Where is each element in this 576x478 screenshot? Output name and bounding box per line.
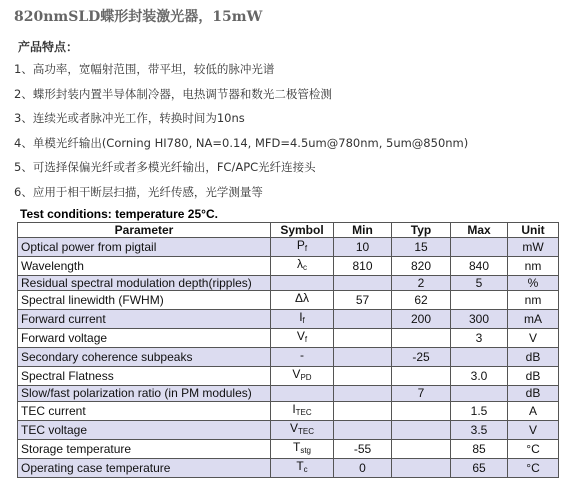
symbol-subscript: TEC — [295, 407, 312, 417]
cell-max — [451, 348, 508, 367]
cell-unit: mA — [508, 310, 559, 329]
cell-sym — [271, 386, 334, 401]
cell-min: 57 — [334, 291, 392, 310]
cell-sym — [271, 401, 334, 420]
list-item: 1、高功率，宽幅射范围，带平坦，较低的脉冲光谱 — [14, 62, 275, 76]
cell-min — [334, 276, 392, 291]
cell-typ: 15 — [392, 238, 451, 257]
cell-max: 85 — [451, 439, 508, 458]
symbol-subscript: f — [304, 244, 308, 254]
cell-sym — [271, 276, 334, 291]
symbol-text: V — [289, 420, 298, 435]
cell-min — [334, 329, 392, 348]
column-header: Unit — [508, 223, 559, 238]
symbol-text: λ — [297, 257, 303, 272]
cell-param: Wavelength — [18, 257, 271, 276]
list-item: 3、连续光或者脉冲光工作，转换时间为10ns — [14, 111, 245, 126]
cell-max: 3.0 — [451, 367, 508, 386]
cell-sym — [271, 329, 334, 348]
cell-typ — [392, 367, 451, 386]
column-header: Max — [451, 223, 508, 238]
table-row — [18, 386, 559, 401]
page-title: 820nmSLD蝶形封装激光器，15mW — [14, 9, 263, 25]
cell-typ: 62 — [392, 291, 451, 310]
cell-sym — [271, 257, 334, 276]
symbol-text: T — [292, 439, 301, 454]
column-header: Symbol — [271, 223, 334, 238]
cell-sym — [271, 348, 334, 367]
cell-sym — [271, 439, 334, 458]
symbol-text: I — [292, 401, 296, 416]
table-row — [18, 420, 559, 439]
table-row — [18, 310, 559, 329]
cell-max: 3 — [451, 329, 508, 348]
cell-param: Residual spectral modulation depth(ripples) — [18, 276, 271, 291]
cell-param: TEC current — [18, 401, 271, 420]
column-header: Parameter — [18, 223, 271, 238]
cell-param: Forward current — [18, 310, 271, 329]
symbol-subscript: PD — [300, 373, 312, 383]
feature-list — [14, 59, 468, 207]
list-item: 4、单模光纤输出(Corning HI780, NA=0.14, MFD=4.5um@780nm, 5um@850nm) — [14, 135, 469, 150]
cell-max: 65 — [451, 458, 508, 477]
cell-unit: °C — [508, 439, 559, 458]
cell-sym — [271, 367, 334, 386]
cell-max: 3.5 — [451, 420, 508, 439]
cell-param: Operating case temperature — [18, 458, 271, 477]
cell-param: Optical power from pigtail — [18, 238, 271, 257]
symbol-subscript: TEC — [298, 426, 314, 436]
column-header: Min — [334, 223, 392, 238]
table-body — [18, 238, 559, 477]
cell-sym — [271, 238, 334, 257]
cell-typ: 7 — [392, 386, 451, 401]
table-row — [18, 291, 559, 310]
symbol-subscript: f — [304, 335, 308, 345]
table-row — [18, 257, 559, 276]
cell-typ: 820 — [392, 257, 451, 276]
cell-max — [451, 238, 508, 257]
features-heading: 产品特点： — [18, 40, 79, 54]
list-item: 6、应用于相干断层扫描，光纤传感，光学测量等 — [14, 184, 263, 199]
cell-param: TEC voltage — [18, 420, 271, 439]
cell-unit: dB — [508, 348, 559, 367]
cell-param: Spectral Flatness — [18, 367, 271, 386]
cell-param: Storage temperature — [18, 439, 271, 458]
cell-unit: nm — [508, 257, 559, 276]
cell-max: 1.5 — [451, 401, 508, 420]
cell-min — [334, 348, 392, 367]
symbol-subscript: stg — [300, 445, 311, 455]
cell-max: 840 — [451, 257, 508, 276]
cell-typ — [392, 401, 451, 420]
cell-param: Secondary coherence subpeaks — [18, 348, 271, 367]
cell-min — [334, 367, 392, 386]
symbol-text: T — [296, 458, 304, 473]
cell-unit: % — [508, 276, 559, 291]
table-row — [18, 329, 559, 348]
cell-min: 810 — [334, 257, 392, 276]
cell-min: 10 — [334, 238, 392, 257]
table-header-row — [18, 223, 559, 238]
cell-typ — [392, 439, 451, 458]
cell-unit: °C — [508, 458, 559, 477]
cell-param: Slow/fast polarization ratio (in PM modules) — [18, 386, 271, 401]
cell-unit: dB — [508, 386, 559, 401]
cell-min: -55 — [334, 439, 392, 458]
symbol-text: P — [296, 238, 305, 253]
cell-typ — [392, 329, 451, 348]
symbol-subscript: f — [302, 316, 305, 326]
cell-unit: V — [508, 420, 559, 439]
symbol-subscript: c — [303, 464, 308, 474]
table-row — [18, 238, 559, 257]
cell-min: 0 — [334, 458, 392, 477]
cell-max — [451, 291, 508, 310]
table-row — [18, 439, 559, 458]
cell-max: 300 — [451, 310, 508, 329]
table-row — [18, 367, 559, 386]
cell-param: Spectral linewidth (FWHM) — [18, 291, 271, 310]
cell-sym — [271, 291, 334, 310]
cell-typ: 2 — [392, 276, 451, 291]
cell-unit: V — [508, 329, 559, 348]
cell-typ: -25 — [392, 348, 451, 367]
cell-typ: 200 — [392, 310, 451, 329]
symbol-text: I — [299, 310, 303, 325]
list-item: 5、可选择保偏光纤或者多模光纤输出，FC/APC光纤连接头 — [14, 160, 316, 175]
symbol-text: V — [296, 329, 305, 344]
test-conditions: Test conditions: temperature 25°C. — [20, 207, 218, 221]
cell-unit: mW — [508, 238, 559, 257]
cell-sym — [271, 458, 334, 477]
symbol-subscript: c — [303, 263, 307, 273]
symbol-text: V — [292, 367, 301, 382]
cell-max: 5 — [451, 276, 508, 291]
table-row — [18, 458, 559, 477]
specs-table — [17, 222, 559, 478]
table-row — [18, 348, 559, 367]
cell-typ — [392, 458, 451, 477]
cell-sym — [271, 420, 334, 439]
symbol-text: - — [300, 348, 304, 363]
column-header: Typ — [392, 223, 451, 238]
cell-min — [334, 401, 392, 420]
cell-max — [451, 386, 508, 401]
cell-unit: dB — [508, 367, 559, 386]
list-item: 2、蝶形封装内置半导体制冷器，电热调节器和数光二极管检测 — [14, 86, 332, 101]
cell-min — [334, 420, 392, 439]
cell-unit: A — [508, 401, 559, 420]
cell-min — [334, 386, 392, 401]
symbol-text: Δλ — [294, 291, 309, 306]
cell-min — [334, 310, 392, 329]
table-row — [18, 401, 559, 420]
table-row — [18, 276, 559, 291]
cell-param: Forward voltage — [18, 329, 271, 348]
cell-sym — [271, 310, 334, 329]
cell-unit: nm — [508, 291, 559, 310]
cell-typ — [392, 420, 451, 439]
